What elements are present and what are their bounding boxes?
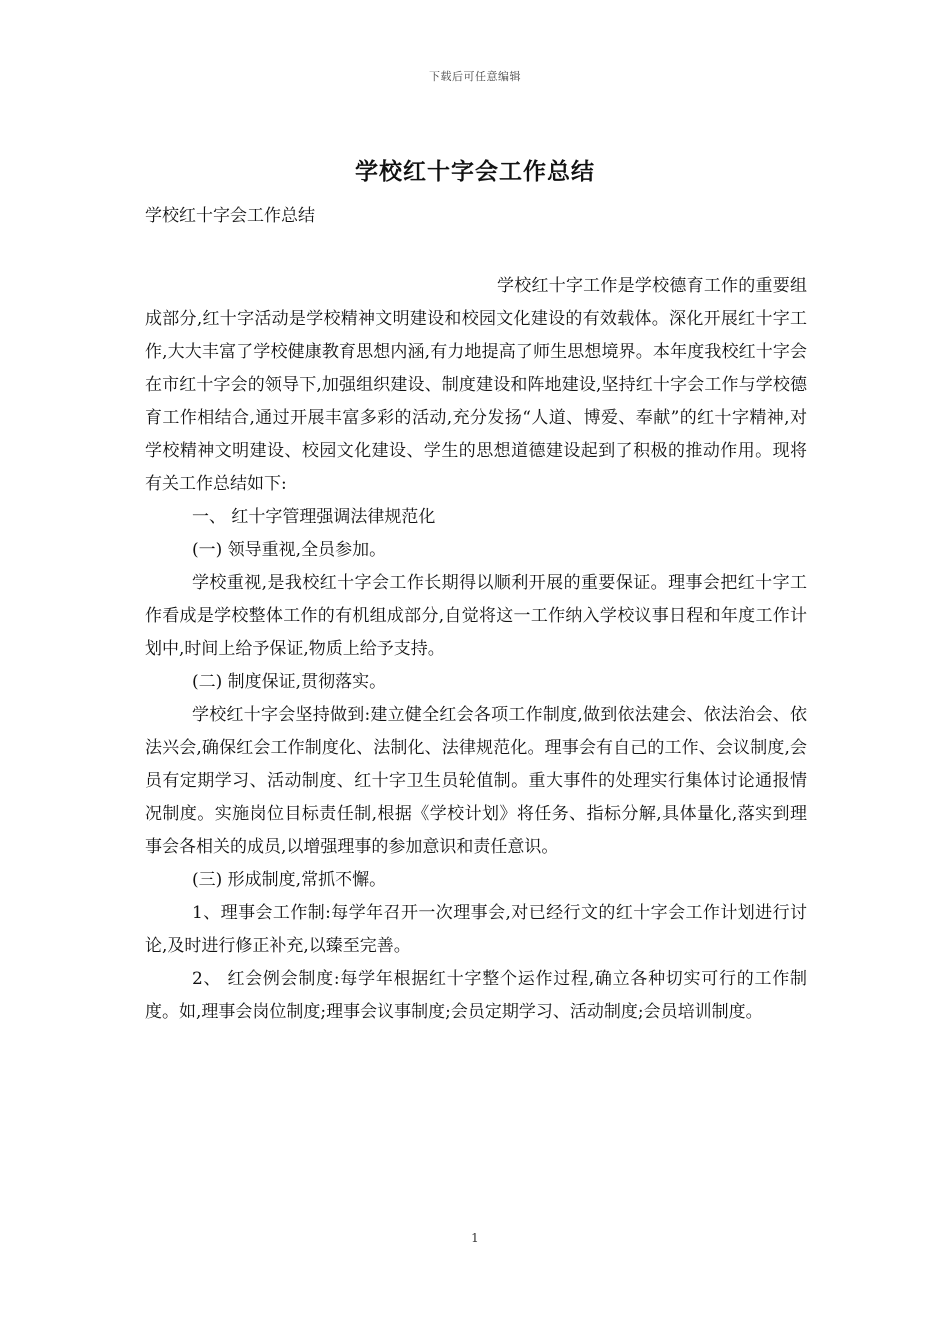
document-subtitle: 学校红十字会工作总结 xyxy=(145,206,315,226)
document-body xyxy=(145,270,807,1029)
subsection-body-1: 学校重视,是我校红十字会工作长期得以顺利开展的重要保证。理事会把红十字工作看成是学校整体工作的有机组成部分,自觉将这一工作纳入学校议事日程和年度工作计划中,时间上给予保证,物质上给予支持。 xyxy=(145,573,807,659)
subsection-heading-3: (三) 形成制度,常抓不懈。 xyxy=(192,870,387,890)
subsection-heading-1: (一) 领导重视,全员参加。 xyxy=(192,540,387,560)
intro-paragraph: 学校红十字工作是学校德育工作的重要组成部分,红十字活动是学校精神文明建设和校园文化建设的有效载体。深化开展红十字工作,大大丰富了学校健康教育思想内涵,有力地提高了师生思想境界。本年度我校红十字会在市红十字会的领导下,加强组织建设、制度建设和阵地建设,坚持红十字会工作与学校德育工作相结合,通过开展丰富多彩的活动,充分发扬“人道、博爱、奉献”的红十字精神,对学校精神文明建设、校园文化建设、学生的思想道德建设起到了积极的推动作用。现将有关工作总结如下: xyxy=(145,276,807,494)
list-item-2: 2、 红会例会制度:每学年根据红十字整个运作过程,确立各种切实可行的工作制度。如,理事会岗位制度;理事会议事制度;会员定期学习、活动制度;会员培训制度。 xyxy=(145,969,807,1022)
header-note: 下载后可任意编辑 xyxy=(429,70,521,83)
document-title: 学校红十字会工作总结 xyxy=(355,158,595,185)
page-number: 1 xyxy=(471,1231,479,1245)
section-heading-1: 一、 红十字管理强调法律规范化 xyxy=(192,507,436,527)
subsection-heading-2: (二) 制度保证,贯彻落实。 xyxy=(192,672,387,692)
list-item-1: 1、理事会工作制:每学年召开一次理事会,对已经行文的红十字会工作计划进行讨论,及时进行修正补充,以臻至完善。 xyxy=(145,903,807,956)
subsection-body-2: 学校红十字会坚持做到:建立健全红会各项工作制度,做到依法建会、依法治会、依法兴会,确保红会工作制度化、法制化、法律规范化。理事会有自己的工作、会议制度,会员有定期学习、活动制度、红十字卫生员轮值制。重大事件的处理实行集体讨论通报情况制度。实施岗位目标责任制,根据《学校计划》将任务、指标分解,具体量化,落实到理事会各相关的成员,以增强理事的参加意识和责任意识。 xyxy=(145,705,807,857)
